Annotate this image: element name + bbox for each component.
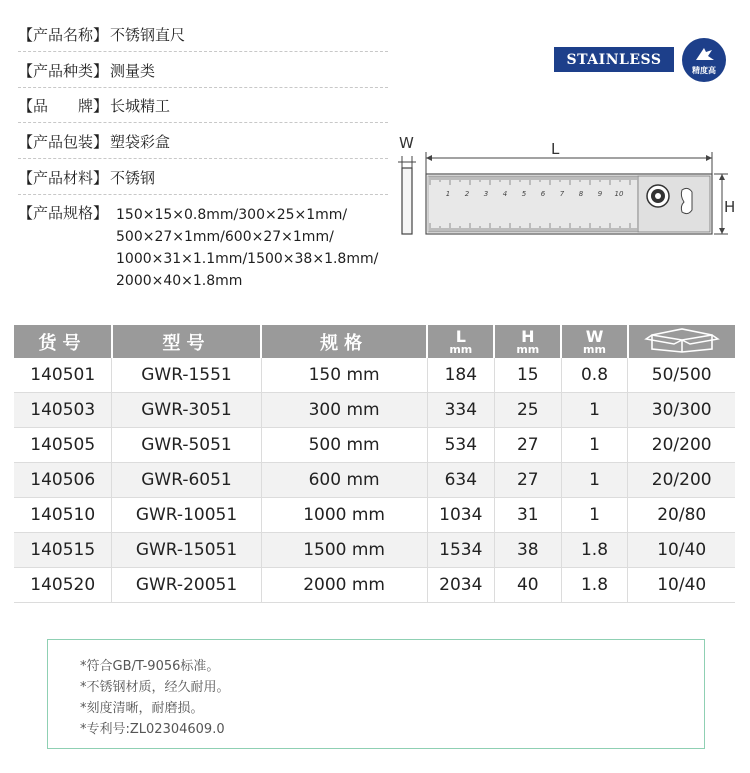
cell-sku: 140515 bbox=[14, 533, 112, 568]
ruler-scale-number: 2 bbox=[464, 190, 470, 198]
cell-h: 25 bbox=[494, 393, 561, 428]
spec-key: 【产品包装】 bbox=[18, 133, 109, 151]
cell-model: GWR-20051 bbox=[112, 568, 261, 603]
table-row bbox=[14, 428, 735, 463]
cell-spec: 500 mm bbox=[261, 428, 427, 463]
cell-h: 40 bbox=[494, 568, 561, 603]
cell-l: 1534 bbox=[427, 533, 494, 568]
cell-w: 1 bbox=[561, 498, 628, 533]
note-line: *刻度清晰，耐磨损。 bbox=[80, 701, 204, 716]
box-icon bbox=[644, 325, 720, 353]
header-w bbox=[561, 325, 628, 358]
note-line: *符合GB/T-9056标准。 bbox=[80, 659, 220, 674]
spec-key: 【产品规格】 bbox=[18, 204, 109, 222]
spec-value: 塑袋彩盒 bbox=[110, 133, 171, 151]
header-h bbox=[494, 325, 561, 358]
cell-pack: 10/40 bbox=[628, 568, 735, 603]
size-line: 2000×40×1.8mm bbox=[116, 273, 243, 289]
cell-pack: 20/200 bbox=[628, 428, 735, 463]
table-row bbox=[14, 533, 735, 568]
cell-sku: 140520 bbox=[14, 568, 112, 603]
spec-row-category bbox=[18, 62, 155, 80]
cell-l: 634 bbox=[427, 463, 494, 498]
cell-w: 1.8 bbox=[561, 533, 628, 568]
ruler-scale-number: 3 bbox=[483, 190, 489, 198]
header-l-label: L bbox=[455, 326, 466, 346]
cell-pack: 10/40 bbox=[628, 533, 735, 568]
product-table bbox=[14, 325, 735, 603]
spec-row-brand bbox=[18, 97, 170, 115]
ruler-diagram bbox=[392, 130, 742, 245]
table-row bbox=[14, 393, 735, 428]
header-unit: mm bbox=[516, 342, 540, 356]
header-package bbox=[628, 325, 735, 358]
header-unit: mm bbox=[449, 342, 473, 356]
cell-model: GWR-5051 bbox=[112, 428, 261, 463]
cell-sku: 140510 bbox=[14, 498, 112, 533]
spec-key: 【产品名称】 bbox=[18, 26, 109, 44]
ruler-scale-number: 6 bbox=[540, 190, 546, 198]
header-unit: mm bbox=[583, 342, 606, 356]
divider bbox=[18, 87, 388, 88]
spec-value: 测量类 bbox=[110, 62, 156, 80]
sizes-lines bbox=[116, 204, 406, 292]
cell-sku: 140506 bbox=[14, 463, 112, 498]
cell-h: 15 bbox=[494, 358, 561, 393]
table-row bbox=[14, 498, 735, 533]
header-spec: 规格 bbox=[261, 325, 427, 358]
header-h-label: H bbox=[521, 326, 535, 346]
size-line: 150×15×0.8mm/300×25×1mm/ bbox=[116, 207, 348, 223]
cell-h: 27 bbox=[494, 428, 561, 463]
spec-value: 不锈钢直尺 bbox=[110, 26, 186, 44]
cell-l: 334 bbox=[427, 393, 494, 428]
ruler-drawing bbox=[392, 130, 742, 245]
table-row bbox=[14, 358, 735, 393]
cell-spec: 150 mm bbox=[261, 358, 427, 393]
spec-key: 【产品种类】 bbox=[18, 62, 109, 80]
divider bbox=[18, 122, 388, 123]
ruler-scale-number: 5 bbox=[521, 190, 527, 198]
note-line: *专利号:ZL02304609.0 bbox=[80, 722, 225, 737]
cell-h: 38 bbox=[494, 533, 561, 568]
cell-w: 1 bbox=[561, 428, 628, 463]
cell-w: 1.8 bbox=[561, 568, 628, 603]
spec-key: 【产品材料】 bbox=[18, 169, 109, 187]
divider bbox=[18, 51, 388, 52]
ruler-scale-number: 10 bbox=[614, 190, 624, 198]
ruler-scale-number: 8 bbox=[578, 190, 584, 198]
cell-h: 27 bbox=[494, 463, 561, 498]
header-sku: 货号 bbox=[14, 325, 112, 358]
cell-pack: 30/300 bbox=[628, 393, 735, 428]
cell-l: 184 bbox=[427, 358, 494, 393]
h-dimension-label: H bbox=[724, 198, 736, 216]
cell-sku: 140505 bbox=[14, 428, 112, 463]
w-dimension-label: W bbox=[399, 134, 414, 152]
cell-model: GWR-15051 bbox=[112, 533, 261, 568]
cell-spec: 300 mm bbox=[261, 393, 427, 428]
notes-box bbox=[47, 639, 705, 749]
cell-spec: 600 mm bbox=[261, 463, 427, 498]
table-row bbox=[14, 568, 735, 603]
cell-pack: 20/80 bbox=[628, 498, 735, 533]
cell-spec: 1500 mm bbox=[261, 533, 427, 568]
spec-value: 长城精工 bbox=[110, 97, 171, 115]
cell-w: 0.8 bbox=[561, 358, 628, 393]
spec-row-material bbox=[18, 169, 155, 187]
brand-logo bbox=[682, 38, 726, 82]
stainless-badge: STAINLESS bbox=[554, 47, 674, 72]
ruler-scale-number: 7 bbox=[559, 190, 565, 198]
cell-model: GWR-1551 bbox=[112, 358, 261, 393]
cell-w: 1 bbox=[561, 463, 628, 498]
ruler-scale-number: 9 bbox=[597, 190, 603, 198]
spec-key: 【品 牌】 bbox=[18, 97, 109, 115]
header-model: 型号 bbox=[112, 325, 261, 358]
size-line: 1000×31×1.1mm/1500×38×1.8mm/ bbox=[116, 251, 379, 267]
spec-row-name bbox=[18, 26, 185, 44]
cell-w: 1 bbox=[561, 393, 628, 428]
header-l bbox=[427, 325, 494, 358]
cell-pack: 20/200 bbox=[628, 463, 735, 498]
size-line: 500×27×1mm/600×27×1mm/ bbox=[116, 229, 334, 245]
logo-text: 精度高 bbox=[692, 66, 716, 75]
cell-l: 1034 bbox=[427, 498, 494, 533]
cell-model: GWR-10051 bbox=[112, 498, 261, 533]
cell-sku: 140503 bbox=[14, 393, 112, 428]
header-w-label: W bbox=[585, 326, 604, 346]
cell-l: 534 bbox=[427, 428, 494, 463]
divider bbox=[18, 194, 388, 195]
cell-spec: 1000 mm bbox=[261, 498, 427, 533]
cell-l: 2034 bbox=[427, 568, 494, 603]
divider bbox=[18, 158, 388, 159]
cell-pack: 50/500 bbox=[628, 358, 735, 393]
ruler-scale-number: 1 bbox=[445, 190, 451, 198]
cell-model: GWR-3051 bbox=[112, 393, 261, 428]
spec-value: 不锈钢 bbox=[110, 169, 156, 187]
l-dimension-label: L bbox=[551, 140, 560, 158]
cell-model: GWR-6051 bbox=[112, 463, 261, 498]
table-header-row bbox=[14, 325, 735, 358]
cell-h: 31 bbox=[494, 498, 561, 533]
spec-row-package bbox=[18, 133, 170, 151]
table-row bbox=[14, 463, 735, 498]
ruler-scale-number: 4 bbox=[502, 190, 508, 198]
note-line: *不锈钢材质，经久耐用。 bbox=[80, 680, 230, 695]
cell-spec: 2000 mm bbox=[261, 568, 427, 603]
cell-sku: 140501 bbox=[14, 358, 112, 393]
